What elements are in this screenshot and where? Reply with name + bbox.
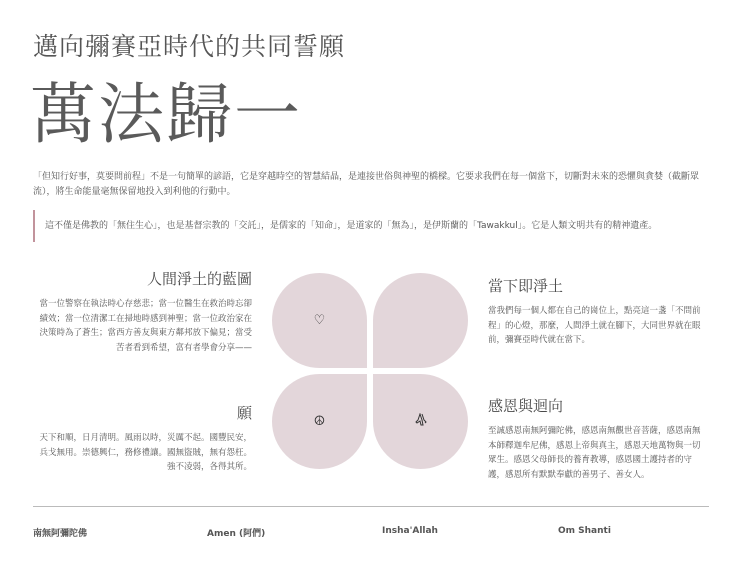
section-vow-body: 天下和順，日月清明。風雨以時，災厲不起。國豐民安，兵戈無用。崇德興仁，務修禮讓。國無盜賊，無有怨枉。強不凌弱，各得其所。 <box>39 433 252 472</box>
footer-item-inshallah: Insha'Allah <box>382 526 438 536</box>
page-subtitle: 邁向彌賽亞時代的共同誓願 <box>33 32 346 61</box>
section-pure-land-body: 當一位警察在執法時心存慈悲；當一位醫生在救治時忘卻績效；當一位清潔工在掃地時感到神聖；當一位政治家在決策時為了蒼生；當西方善友與東方鄰邦放下偏見；當受苦者看到希望，富有者學會分享—— <box>39 299 252 353</box>
four-petal-graphic <box>272 273 468 469</box>
section-gratitude-heading: 感恩與迴向 <box>488 397 564 415</box>
section-vow <box>32 402 252 475</box>
section-present <box>488 275 708 348</box>
peace-icon: ☮ <box>313 414 326 429</box>
petal-top-right <box>373 273 468 368</box>
section-present-heading: 當下即淨土 <box>488 277 564 295</box>
footer-divider <box>33 506 709 507</box>
petal-bottom-right <box>373 374 468 469</box>
section-vow-heading: 願 <box>236 404 252 422</box>
section-pure-land <box>32 268 252 355</box>
section-gratitude <box>488 395 708 482</box>
footer-item-amen: Amen (阿們) <box>207 529 266 539</box>
intro-paragraph: 「但知行好事，莫要問前程」不是一句簡單的諺語，它是穿越時空的智慧結晶，是連接世俗與神聖的橋樑。它要求我們在每一個當下，切斷對未來的恐懼與貪婪（截斷眾流），將生命能量毫無保留地投入到利他的行動中。 <box>33 172 700 197</box>
page-title: 萬法歸一 <box>30 76 302 153</box>
petal-top-left <box>272 273 367 368</box>
petal-bottom-left <box>272 374 367 469</box>
heart-icon: ♡ <box>313 313 326 328</box>
footer-item-namo-amitabha: 南無阿彌陀佛 <box>33 529 88 539</box>
footer-item-om-shanti: Om Shanti <box>558 526 611 536</box>
section-pure-land-heading: 人間淨土的藍圖 <box>146 270 252 288</box>
quote-block: 這不僅是佛教的「無住生心」，也是基督宗教的「交託」，是儒家的「知命」，是道家的「無為」，是伊斯蘭的「Tawakkul」。它是人類文明共有的精神遺產。 <box>33 210 713 242</box>
section-present-body: 當我們每一個人都在自己的崗位上，點亮這一盞「不問前程」的心燈，那麼，人間淨土就在腳下，大同世界就在眼前，彌賽亞時代就在當下。 <box>488 306 701 345</box>
section-gratitude-body: 至誠感恩南無阿彌陀佛，感恩南無觀世音菩薩，感恩南無本師釋迦牟尼佛，感恩上帝與真主，感恩天地萬物與一切眾生。感恩父母師長的養育教導，感恩國土護持者的守護，感恩所有默默奉獻的善男子、善女人。 <box>488 426 701 480</box>
praying-hands-icon <box>415 413 427 430</box>
